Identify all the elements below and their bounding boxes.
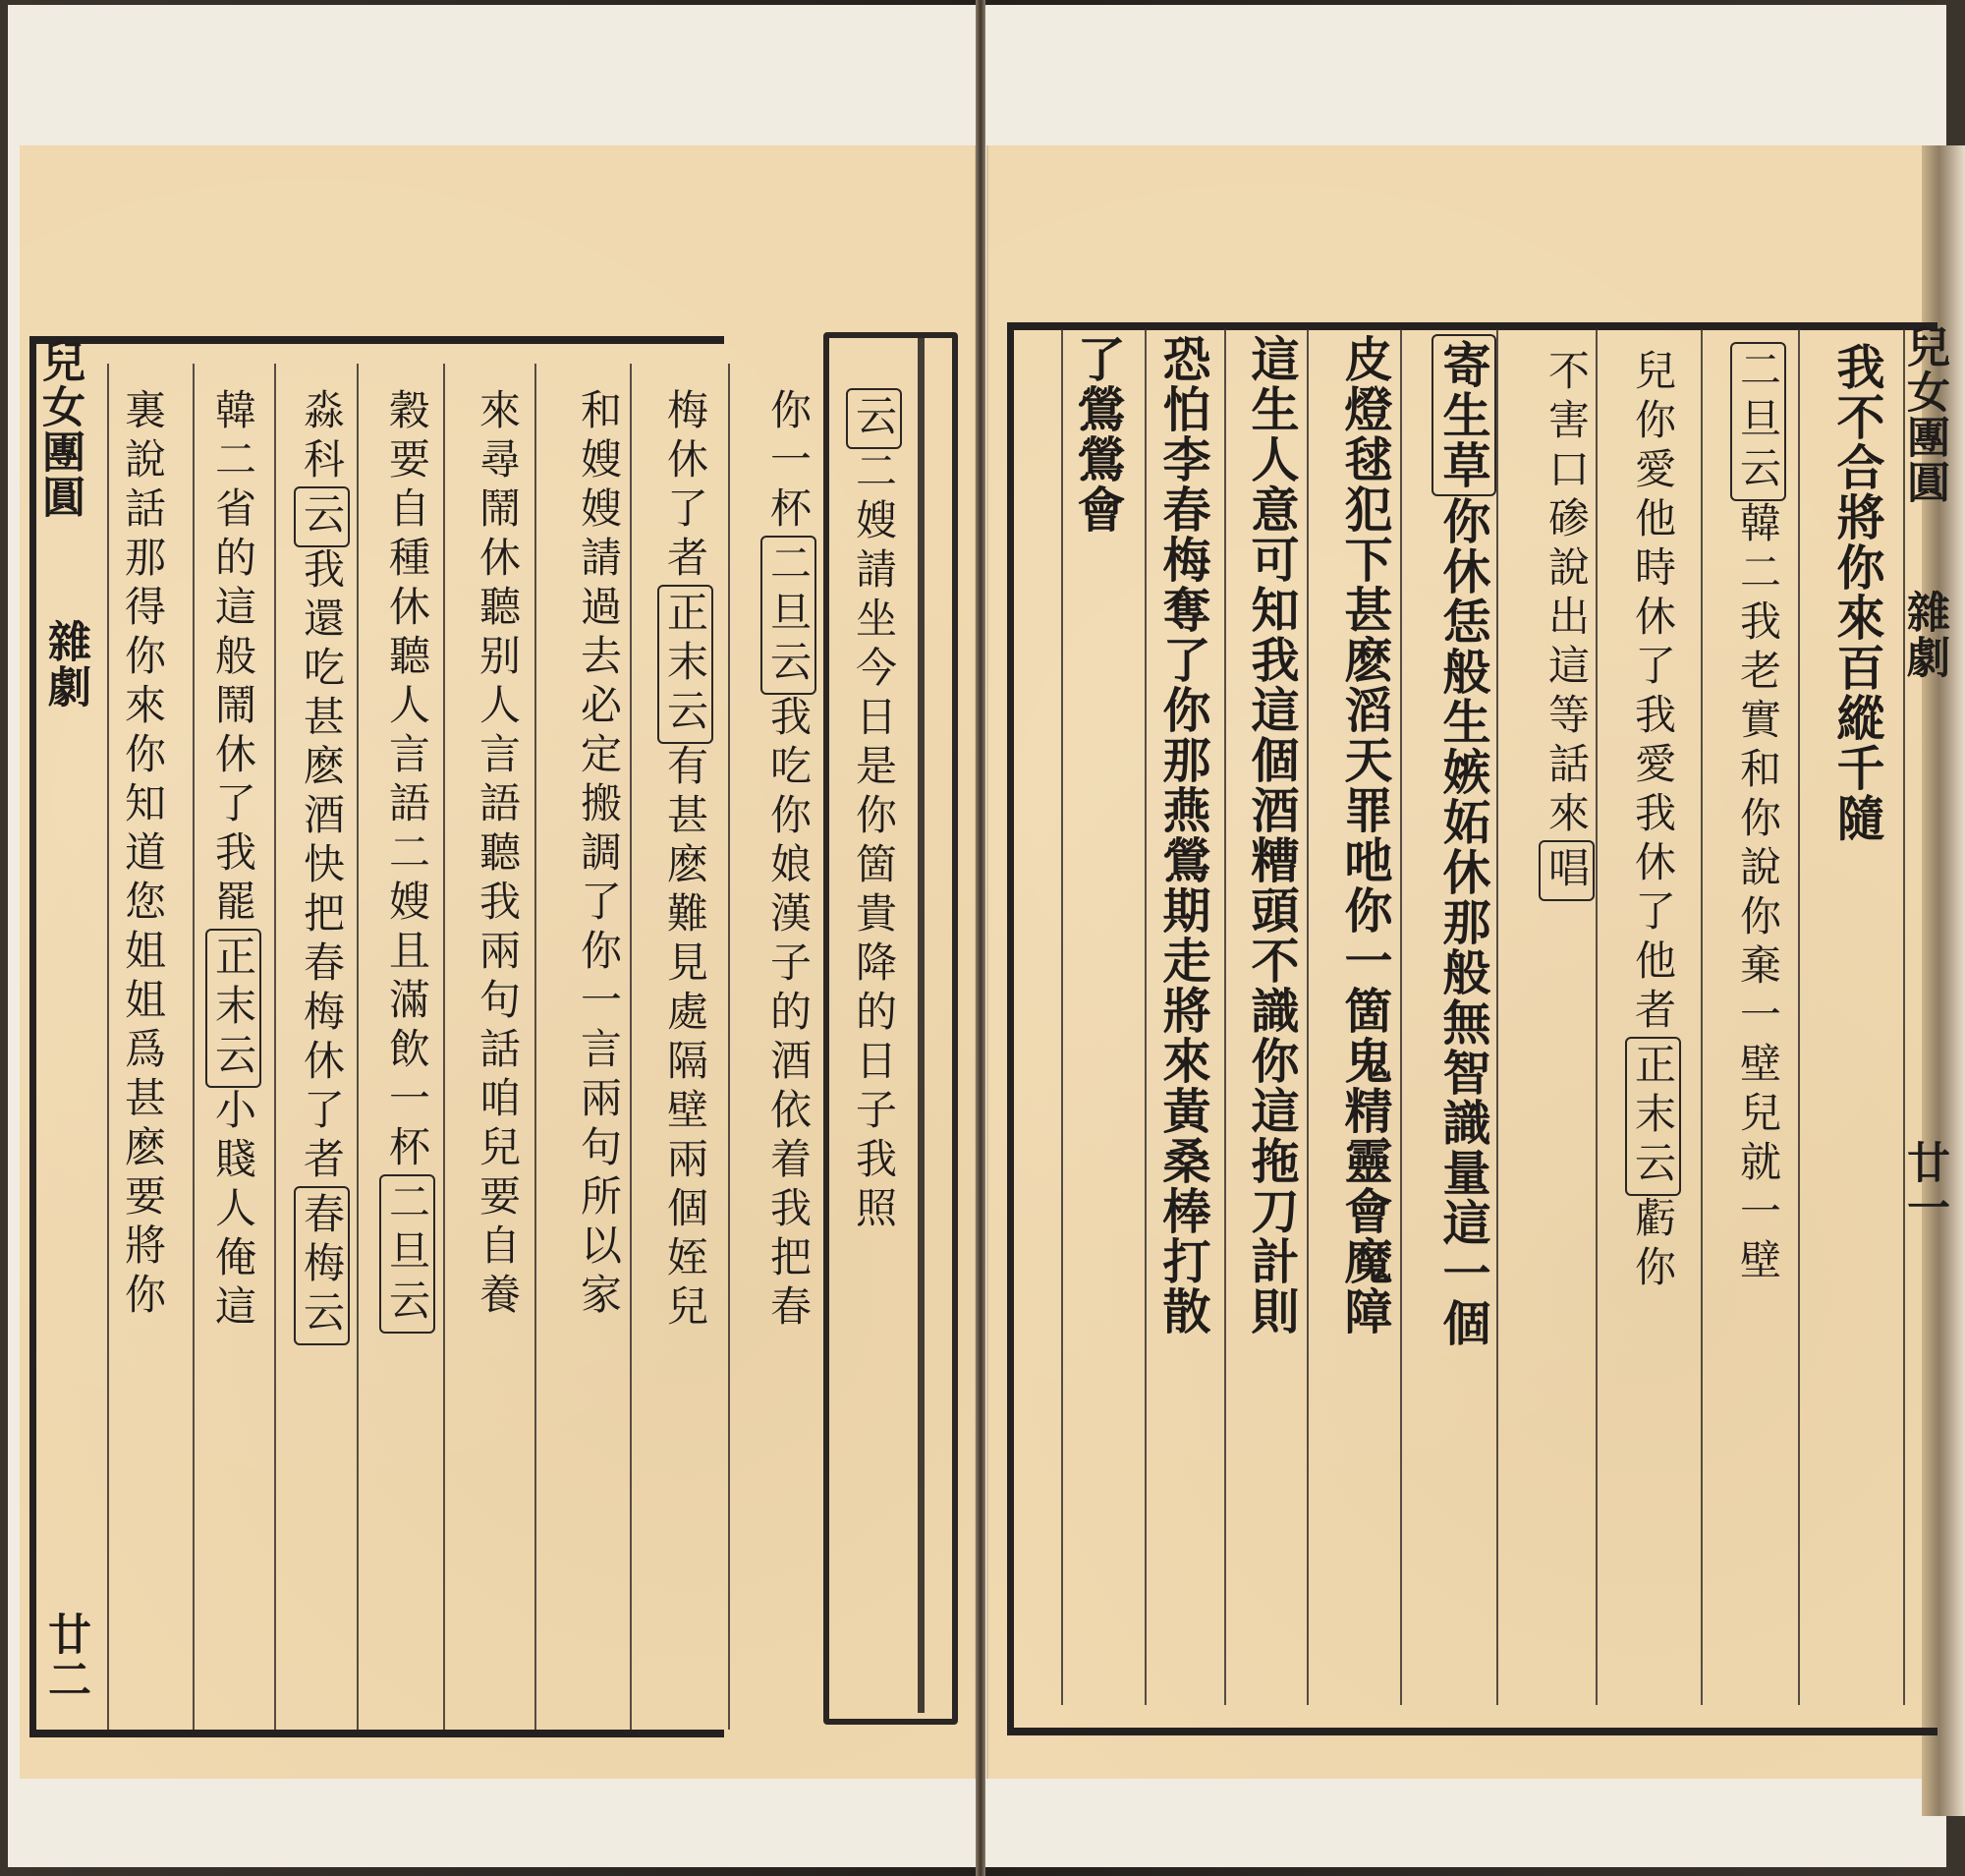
text-segment: 有甚麽難見處隔壁兩個姪兒 <box>661 744 709 1334</box>
left-column-rule <box>357 364 359 1730</box>
right-column-rule <box>1061 329 1063 1705</box>
book-gutter <box>976 0 985 1876</box>
text-segment: 我吃你娘漢子的酒依着我把春 <box>764 695 813 1334</box>
left-column-rule <box>728 364 730 1730</box>
text-segment: 來尋鬧休聽别人言語聽我兩句話咱兒要自養 <box>474 388 522 1322</box>
right-text-column-2 <box>1734 342 1782 1287</box>
role-marker: 唱 <box>1539 840 1595 901</box>
left-text-column-7 <box>298 388 346 1345</box>
role-marker: 正末云 <box>1625 1037 1681 1196</box>
right-text-column-1 <box>1829 342 1886 843</box>
role-marker: 二旦云 <box>760 536 816 695</box>
left-column-rule <box>107 364 109 1730</box>
right-column-rule <box>1145 329 1147 1705</box>
right-text-column-3 <box>1629 349 1677 1294</box>
text-segment: 虧你 <box>1629 1196 1677 1294</box>
role-marker: 云 <box>294 486 350 547</box>
text-segment: 你一杯 <box>764 388 813 536</box>
left-text-column-6 <box>383 388 431 1334</box>
text-segment: 梅休了者 <box>661 388 709 585</box>
left-edge-page-number: 廿二 <box>40 1612 90 1702</box>
text-segment: 穀要自種休聽人言語二嫂且滿飲一杯 <box>383 388 431 1174</box>
role-marker: 二旦云 <box>1730 342 1786 501</box>
right-text-column-7 <box>1244 334 1301 1336</box>
left-column-rule <box>443 364 445 1730</box>
right-text-column-5 <box>1435 334 1492 1348</box>
right-column-rule <box>1701 329 1703 1705</box>
text-segment: 我不合將你來百縱千隨 <box>1829 342 1886 843</box>
right-edge-page-number: 廿一 <box>1899 1140 1949 1230</box>
left-text-column-5 <box>474 388 522 1322</box>
text-segment: 恐怕李春梅奪了你那燕鶯期走將來黃桑棒打散 <box>1155 334 1212 1336</box>
left-text-column-8 <box>209 388 257 1334</box>
text-segment: 二嫂請坐今日是你箇貴降的日子我照 <box>850 449 898 1235</box>
right-column-rule <box>1307 329 1309 1705</box>
text-segment: 不害口碜說出這等話來 <box>1543 349 1591 840</box>
text-segment: 兒你愛他時休了我愛我休了他者 <box>1629 349 1677 1037</box>
right-column-rule <box>1400 329 1402 1705</box>
left-column-rule <box>630 364 632 1730</box>
text-segment: 了鶯鶯會 <box>1070 334 1127 535</box>
text-segment: 裏說話那得你來你知道您姐姐爲甚麽要將你 <box>119 388 167 1322</box>
right-text-column-6 <box>1337 334 1394 1336</box>
text-segment: 皮燈毬犯下甚麽滔天罪吔你一箇鬼精靈會魔障 <box>1337 334 1394 1336</box>
text-segment: 淼科 <box>298 388 346 486</box>
right-text-column-4 <box>1543 349 1591 901</box>
text-segment: 我還吃甚麽酒快把春梅休了者 <box>298 547 346 1186</box>
right-column-rule <box>1224 329 1226 1705</box>
right-text-column-8 <box>1155 334 1212 1336</box>
right-edge-section: 雜劇 <box>1899 590 1949 680</box>
role-marker: 正末云 <box>657 585 713 744</box>
role-marker: 云 <box>846 388 902 449</box>
left-edge-title: 兒女團圓 <box>34 339 84 520</box>
text-segment: 這生人意可知我這個酒糟頭不識你這拖刀計則 <box>1244 334 1301 1336</box>
left-column-rule <box>193 364 195 1730</box>
left-text-column-4 <box>575 388 623 1322</box>
text-segment: 你休恁般生嫉妬休那般無智識量這一個 <box>1435 496 1492 1348</box>
text-segment: 韓二省的這般鬧休了我罷 <box>209 388 257 929</box>
left-column-rule <box>274 364 276 1730</box>
right-edge-title: 兒女團圓 <box>1899 324 1949 505</box>
left-column-rule <box>534 364 536 1730</box>
role-marker: 二旦云 <box>379 1174 435 1334</box>
right-column-rule <box>1496 329 1498 1705</box>
left-text-column-2 <box>764 388 813 1334</box>
text-segment: 小賤人俺這 <box>209 1088 257 1334</box>
text-segment: 韓二我老實和你說你棄一壁兒就一壁 <box>1734 501 1782 1287</box>
role-marker: 寄生草 <box>1432 334 1496 496</box>
right-column-rule <box>1903 329 1905 1705</box>
role-marker: 春梅云 <box>294 1186 350 1345</box>
left-text-column-1 <box>850 388 898 1235</box>
right-text-column-9 <box>1070 334 1127 535</box>
role-marker: 正末云 <box>205 929 261 1088</box>
right-column-rule <box>1596 329 1598 1705</box>
left-edge-section: 雜劇 <box>40 619 90 710</box>
left-text-column-3 <box>661 388 709 1334</box>
text-segment: 和嫂嫂請過去必定搬調了你一言兩句所以家 <box>575 388 623 1322</box>
right-column-rule <box>1798 329 1800 1705</box>
left-text-column-9 <box>119 388 167 1322</box>
